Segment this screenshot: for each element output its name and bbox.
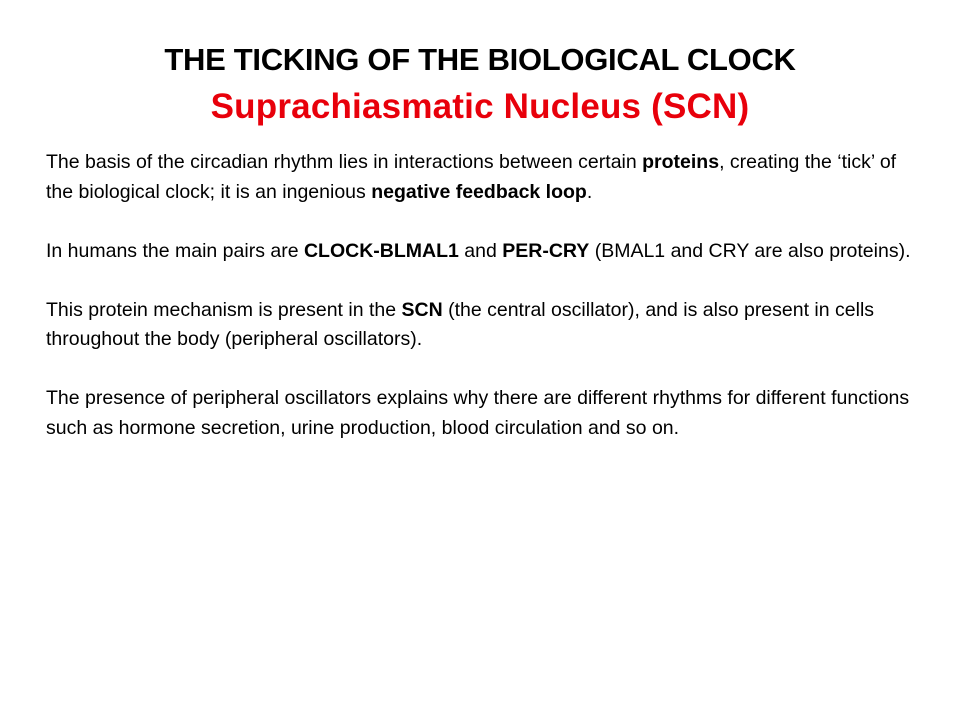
paragraph-text: The basis of the circadian rhythm lies in interactions between certain: [46, 151, 643, 173]
bold-term: PER-CRY: [502, 239, 590, 262]
title-main: THE TICKING OF THE BIOLOGICAL CLOCK: [164, 42, 796, 77]
paragraph-scn: [46, 296, 922, 355]
slide-title: [40, 38, 920, 132]
body-content: [46, 148, 922, 473]
paragraph-pairs: [46, 237, 922, 267]
paragraph-text: , creating the ‘tick’ of the biological clock; it is an ingenious: [46, 151, 897, 203]
paragraph-text: .: [586, 180, 593, 203]
paragraph-text: (BMAL1 and CRY are also proteins).: [589, 239, 911, 262]
bold-term: proteins: [642, 151, 720, 173]
paragraph-text: The presence of peripheral oscillators explains why there are different rhythms for different functions such as hormone secretion, urine production, blood circulation and so on.: [46, 387, 910, 439]
paragraph-peripheral: [46, 384, 922, 443]
bold-term: negative feedback loop: [371, 180, 587, 203]
bold-term: CLOCK-BLMAL1: [303, 239, 459, 262]
paragraph-proteins: [46, 148, 922, 207]
paragraph-text: (the central oscillator), and is also present in cells throughout the body (peripheral oscillators).: [46, 298, 875, 350]
paragraph-text: and: [458, 239, 503, 262]
paragraph-text: In humans the main pairs are: [46, 239, 304, 262]
title-subtitle: Suprachiasmatic Nucleus (SCN): [210, 87, 750, 126]
paragraph-text: This protein mechanism is present in the: [46, 298, 402, 321]
bold-term: SCN: [401, 298, 443, 321]
